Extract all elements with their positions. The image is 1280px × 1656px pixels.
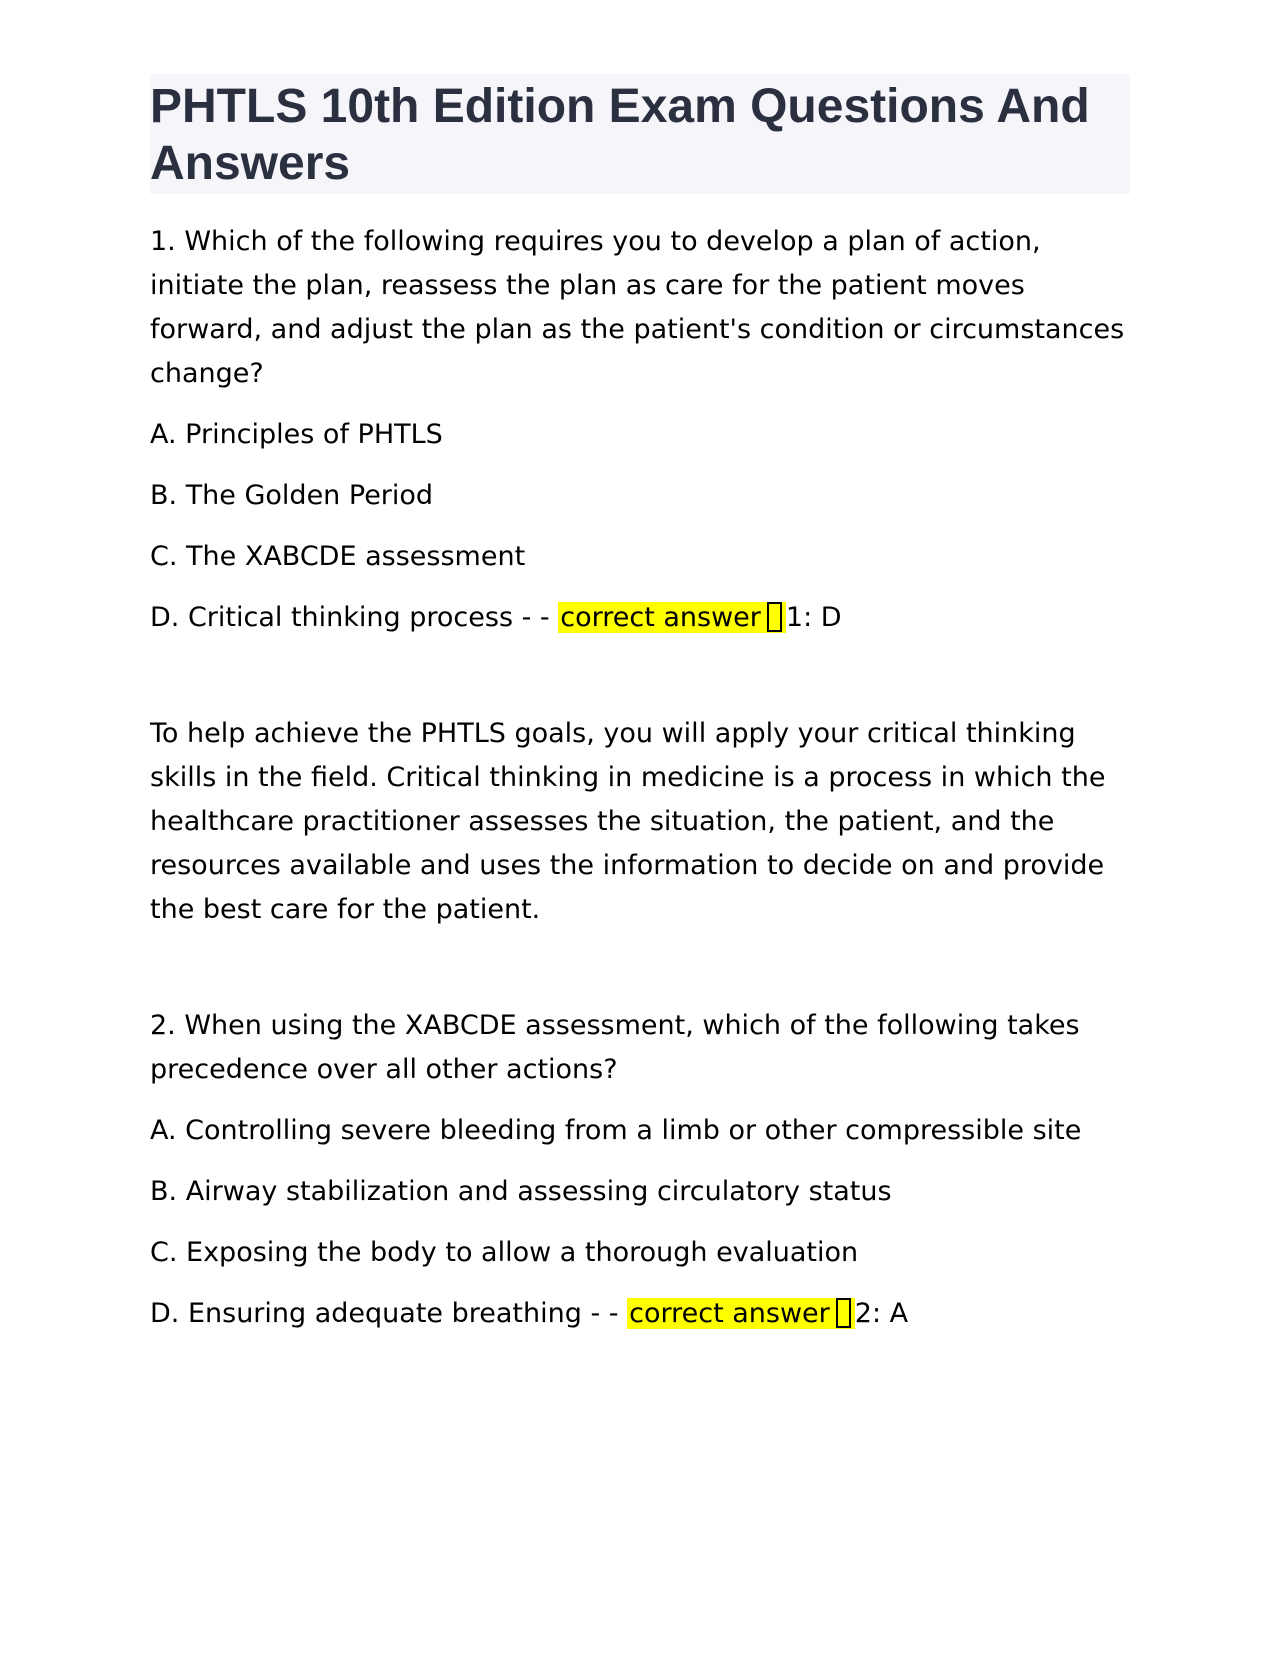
question-1-text: 1. Which of the following requires you to develop a plan of action, initiate the plan, reassess the plan as care for the patient moves forward, and adjust the plan as the patient's condition or circumstances change? (150, 226, 1125, 389)
question-1-explanation: To help achieve the PHTLS goals, you will apply your critical thinking skills in the field. Critical thinking in medicine is a process in which the healthcare practitioner assesses the situation, the patient, and the resources available and uses the information to decide on and provide the best care for the patient. (150, 718, 1106, 925)
question-1-option-d-text: D. Critical thinking process - - (150, 602, 559, 633)
question-1-option-d (150, 596, 1130, 640)
question-1-answer-label: correct answer (560, 602, 761, 633)
question-2-text: 2. When using the XABCDE assessment, which of the following takes precedence over all other actions? (150, 1010, 1080, 1085)
missing-glyph-icon (767, 602, 782, 632)
question-2-answer-label: correct answer (629, 1298, 830, 1329)
question-2-option-a: A. Controlling severe bleeding from a limb or other compressible site (150, 1115, 1082, 1146)
title-banner (150, 74, 1130, 194)
question-2-option-b: B. Airway stabilization and assessing circulatory status (150, 1176, 892, 1207)
page-title: PHTLS 10th Edition Exam Questions And Answers (150, 80, 1090, 190)
document-page (150, 74, 1130, 1336)
question-2-option-c: C. Exposing the body to allow a thorough evaluation (150, 1237, 859, 1268)
question-1-option-a: A. Principles of PHTLS (150, 419, 443, 450)
question-1-option-b: B. The Golden Period (150, 480, 434, 511)
question-2-answer-highlight (627, 1298, 855, 1329)
question-1-answer-highlight (558, 602, 786, 633)
missing-glyph-icon (836, 1298, 851, 1328)
question-1-answer-value: 1: D (785, 602, 842, 633)
question-2-option-d (150, 1292, 1130, 1336)
question-1-option-c: C. The XABCDE assessment (150, 541, 526, 572)
question-2-option-d-text: D. Ensuring adequate breathing - - (150, 1298, 628, 1329)
question-2-answer-value: 2: A (854, 1298, 909, 1329)
